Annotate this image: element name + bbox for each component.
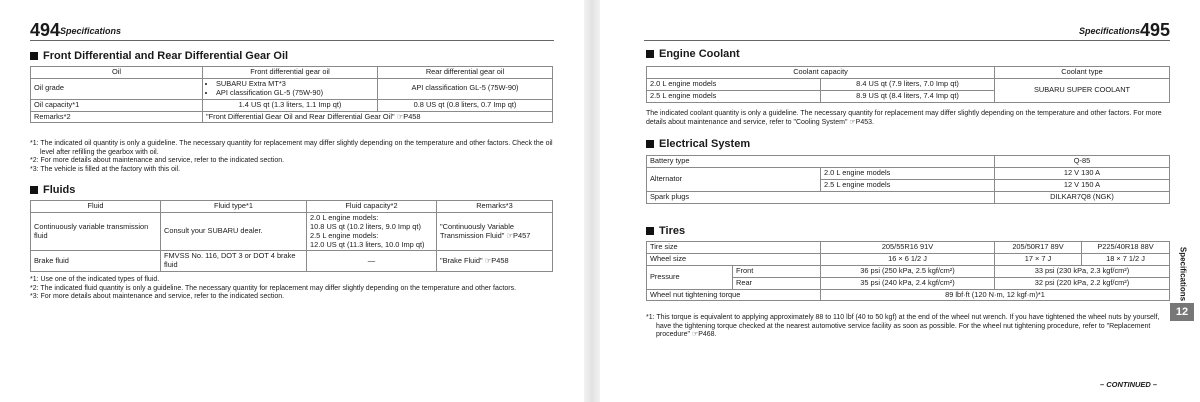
tires-table xyxy=(646,241,1170,301)
cell-label: Wheel nut tightening torque xyxy=(647,289,821,301)
footnote: *1: Use one of the indicated types of fluid. xyxy=(30,276,160,283)
cell-fluid: Brake fluid xyxy=(31,251,161,272)
cell-type: Consult your SUBARU dealer. xyxy=(161,212,307,251)
cell-value: 205/55R16 91V xyxy=(821,242,995,254)
cell-value: 16 × 6 1/2 J xyxy=(821,253,995,265)
left-page xyxy=(0,0,584,402)
cell-remarks: "Continuously Variable Transmission Fluid" ☞P457 xyxy=(437,212,553,251)
cell-value: 17 × 7 J xyxy=(995,253,1082,265)
capacity-line: 12.0 US qt (11.3 liters, 10.0 Imp qt) xyxy=(310,239,425,249)
cell-remarks: "Front Differential Gear Oil and Rear Differential Gear Oil" ☞P458 xyxy=(203,111,553,123)
footnote: *2: The indicated fluid quantity is only a guideline. The necessary quantity for replacement may differ slightly depending on the temperature and other factors. xyxy=(30,284,517,292)
cell-value: P225/40R18 88V xyxy=(1082,242,1170,254)
cell-label: Remarks*2 xyxy=(31,111,203,123)
table-row-pressure-front xyxy=(647,265,1170,277)
header-rear-oil: Rear differential gear oil xyxy=(378,67,553,79)
cell-label: Battery type xyxy=(647,156,995,168)
chapter-label-text: Specifications xyxy=(1178,246,1188,302)
cell-label: Oil capacity*1 xyxy=(31,99,203,111)
right-page xyxy=(600,0,1200,402)
cell-value: 33 psi (230 kPa, 2.3 kgf/cm²) xyxy=(995,265,1170,277)
page-number: 495 xyxy=(1139,20,1170,40)
section-title-coolant xyxy=(646,48,740,60)
page-number: 494 xyxy=(30,20,61,40)
capacity-line: 10.8 US qt (10.2 liters, 9.0 Imp qt) xyxy=(310,221,421,231)
section-title-fluids xyxy=(30,184,75,196)
cell-value: 35 psi (240 kPa, 2.4 kgf/cm²) xyxy=(821,277,995,289)
cell-model: 2.5 L engine models xyxy=(821,179,995,191)
table-row-brake xyxy=(31,251,553,272)
chapter-tab: 12 xyxy=(1170,303,1194,321)
table-header-row xyxy=(31,201,553,213)
cell-front-grade xyxy=(203,78,378,99)
cell-sublabel: Front xyxy=(733,265,821,277)
cell-rear-grade: API classification GL-5 (75W-90) xyxy=(378,78,553,99)
cell-value: Q-85 xyxy=(995,156,1170,168)
cell-front-capacity: 1.4 US qt (1.3 liters, 1.1 Imp qt) xyxy=(203,99,378,111)
tires-note xyxy=(646,314,1170,340)
header-coolant-type: Coolant type xyxy=(995,67,1170,79)
cell-capacity: — xyxy=(307,251,437,272)
differential-notes xyxy=(30,140,554,174)
cell-value: 18 × 7 1/2 J xyxy=(1082,253,1170,265)
table-row-capacity xyxy=(31,99,553,111)
header-remarks: Remarks*3 xyxy=(437,201,553,213)
cell-fluid: Continuously variable transmission fluid xyxy=(31,212,161,251)
table-row-wheel-size xyxy=(647,253,1170,265)
table-row-oil-grade xyxy=(31,78,553,99)
footnote: *1: The indicated oil quantity is only a guideline. The necessary quantity for replacement may differ slightly depending on the temperature and other factors. Check the oil level after refilling the gearbox with oil. xyxy=(30,140,553,156)
cell-label: Oil grade xyxy=(31,78,203,99)
header-fluid-capacity: Fluid capacity*2 xyxy=(307,201,437,213)
chapter-side-label xyxy=(1175,245,1191,303)
header-coolant-capacity: Coolant capacity xyxy=(647,67,995,79)
header-fluid-type: Fluid type*1 xyxy=(161,201,307,213)
footnote: *3: For more details about maintenance and service, refer to the indicated section. xyxy=(30,293,285,301)
bullet-square-icon xyxy=(30,52,38,60)
cell-sublabel: Rear xyxy=(733,277,821,289)
table-row-torque xyxy=(647,289,1170,301)
cell-value: 89 lbf·ft (120 N·m, 12 kgf·m)*1 xyxy=(821,289,1170,301)
section-title-text: Electrical System xyxy=(659,138,751,150)
section-title-tires xyxy=(646,225,685,237)
cell-capacity: 8.9 US qt (8.4 liters, 7.4 Imp qt) xyxy=(821,90,995,102)
cell-coolant-type: SUBARU SUPER COOLANT xyxy=(995,78,1170,102)
cell-capacity xyxy=(307,212,437,251)
cell-value: DILKAR7Q8 (NGK) xyxy=(995,191,1170,203)
table-row-cvt xyxy=(31,212,553,251)
bullet-square-icon xyxy=(646,140,654,148)
cell-value: 32 psi (220 kPa, 2.2 kgf/cm²) xyxy=(995,277,1170,289)
footnote: *2: For more details about maintenance and service, refer to the indicated section. xyxy=(30,157,285,165)
bullet-square-icon xyxy=(646,227,654,235)
bullet-square-icon xyxy=(646,50,654,58)
section-title-text: Engine Coolant xyxy=(659,48,740,60)
fluids-notes xyxy=(30,276,554,302)
table-row xyxy=(647,78,1170,90)
cell-value: 12 V 130 A xyxy=(995,167,1170,179)
table-row-remarks xyxy=(31,111,553,123)
cell-label: Spark plugs xyxy=(647,191,995,203)
header-front-oil: Front differential gear oil xyxy=(203,67,378,79)
cell-model: 2.0 L engine models xyxy=(821,167,995,179)
cell-label: Pressure xyxy=(647,265,733,289)
table-row-battery xyxy=(647,156,1170,168)
cell-label: Wheel size xyxy=(647,253,821,265)
coolant-table xyxy=(646,66,1170,103)
section-title-text: Tires xyxy=(659,225,686,237)
capacity-line: 2.0 L engine models: xyxy=(310,212,379,222)
table-header-row xyxy=(31,67,553,79)
page-gutter xyxy=(584,0,600,402)
coolant-note: The indicated coolant quantity is only a guideline. The necessary quantity for replacement may differ slightly depending on the temperature and other factors. For more details about maintenance and service, refer to "Cooling System" ☞P453. xyxy=(646,110,1162,126)
left-page-header xyxy=(30,10,554,41)
footnote: *3: The vehicle is filled at the factory with this oil. xyxy=(30,165,181,173)
electrical-table xyxy=(646,155,1170,204)
differential-oil-table xyxy=(30,66,553,123)
cell-value: 12 V 150 A xyxy=(995,179,1170,191)
list-item: • API classification GL-5 (75W-90) xyxy=(216,89,374,98)
section-title-electrical xyxy=(646,138,750,150)
header-oil: Oil xyxy=(31,67,203,79)
cell-model: 2.5 L engine models xyxy=(647,90,821,102)
list-item: • SUBARU Extra MT*3 xyxy=(216,80,374,89)
cell-label: Tire size xyxy=(647,242,821,254)
cell-capacity: 8.4 US qt (7.9 liters, 7.0 Imp qt) xyxy=(821,78,995,90)
cell-value: 205/50R17 89V xyxy=(995,242,1082,254)
section-title-text: Front Differential and Rear Differential Gear Oil xyxy=(43,50,289,62)
continued-label: – CONTINUED – xyxy=(1100,380,1158,389)
cell-rear-capacity: 0.8 US qt (0.8 liters, 0.7 Imp qt) xyxy=(378,99,553,111)
bullet-square-icon xyxy=(30,186,38,194)
section-title-text: Fluids xyxy=(43,184,76,196)
cell-value: 36 psi (250 kPa, 2.5 kgf/cm²) xyxy=(821,265,995,277)
fluids-table xyxy=(30,200,553,272)
capacity-line: 2.5 L engine models: xyxy=(310,230,379,240)
table-row-spark-plugs xyxy=(647,191,1170,203)
cell-remarks: "Brake Fluid" ☞P458 xyxy=(437,251,553,272)
table-row-tire-size xyxy=(647,242,1170,254)
cell-label: Alternator xyxy=(647,167,821,191)
table-row-alternator xyxy=(647,167,1170,179)
section-title-differential xyxy=(30,50,288,62)
page-title: Specifications xyxy=(1078,26,1140,36)
table-header-row xyxy=(647,67,1170,79)
footnote: *1: This torque is equivalent to applying approximately 88 to 110 lbf (40 to 50 kgf) at the end of the wheel nut wrench. If you have tightened the wheel nuts by yourself, have the tightening torque checked at the nearest automotive service facility as soon as possible. For the wheel nut tightening procedure, refer to "Replacement procedure" ☞P468. xyxy=(646,314,1160,339)
right-page-header xyxy=(644,10,1170,41)
header-fluid: Fluid xyxy=(31,201,161,213)
cell-type: FMVSS No. 116, DOT 3 or DOT 4 brake fluid xyxy=(161,251,307,272)
page-title: Specifications xyxy=(60,26,122,36)
cell-model: 2.0 L engine models xyxy=(647,78,821,90)
